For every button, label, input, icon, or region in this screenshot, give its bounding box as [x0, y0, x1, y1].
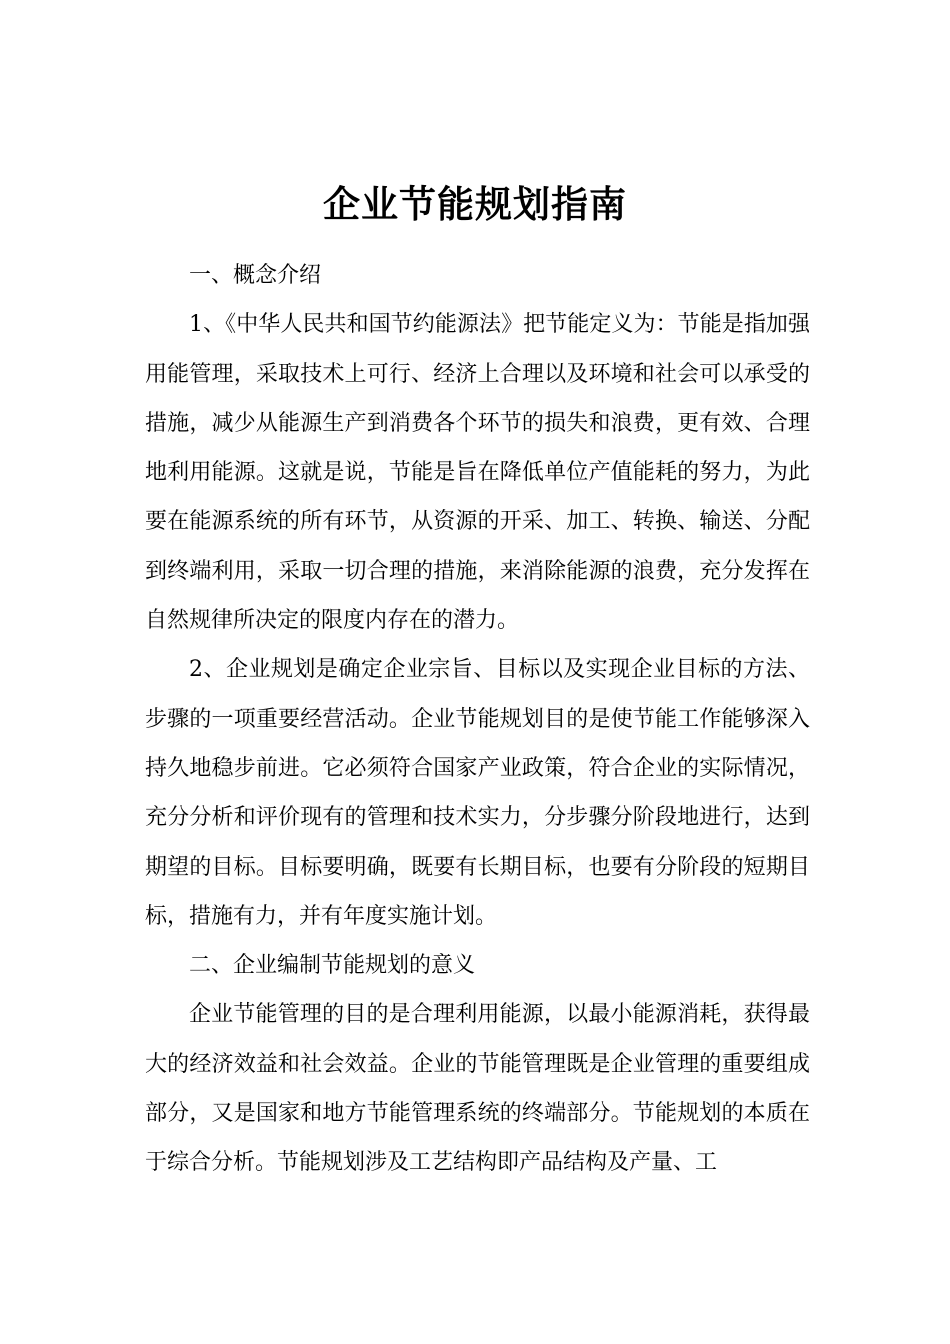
paragraph-enterprise-planning: 2、企业规划是确定企业宗旨、目标以及实现企业目标的方法、步骤的一项重要经营活动。企业节能规划目的是使节能工作能够深入持久地稳步前进。它必须符合国家产业政策，符合企业的实际情况，充分分析和评价现有的管理和技术实力，分步骤分阶段地进行，达到期望的目标。目标要明确，既要有长期目标，也要有分阶段的短期目标，措施有力，并有年度实施计划。	[145, 657, 810, 929]
paragraph-energy-law-definition: 1、《中华人民共和国节约能源法》把节能定义为：节能是指加强用能管理，采取技术上可行、经济上合理以及环境和社会可以承受的措施，减少从能源生产到消费各个环节的损失和浪费，更有效、合理地利用能源。这就是说，节能是旨在降低单位产值能耗的努力，为此要在能源系统的所有环节，从资源的开采、加工、转换、输送、分配到终端利用，采取一切合理的措施，来消除能源的浪费，充分发挥在自然规律所决定的限度内存在的潜力。	[145, 312, 810, 634]
section-heading-concept: 一、概念介绍	[189, 263, 322, 288]
document-title: 企业节能规划指南	[323, 182, 627, 226]
document-body	[145, 251, 810, 1188]
paragraph-energy-management: 企业节能管理的目的是合理利用能源，以最小能源消耗，获得最大的经济效益和社会效益。企业的节能管理既是企业管理的重要组成部分，又是国家和地方节能管理系统的终端部分。节能规划的本质在于综合分析。节能规划涉及工艺结构即产品结构及产量、工	[145, 1002, 810, 1176]
section-heading-significance: 二、企业编制节能规划的意义	[189, 953, 476, 979]
